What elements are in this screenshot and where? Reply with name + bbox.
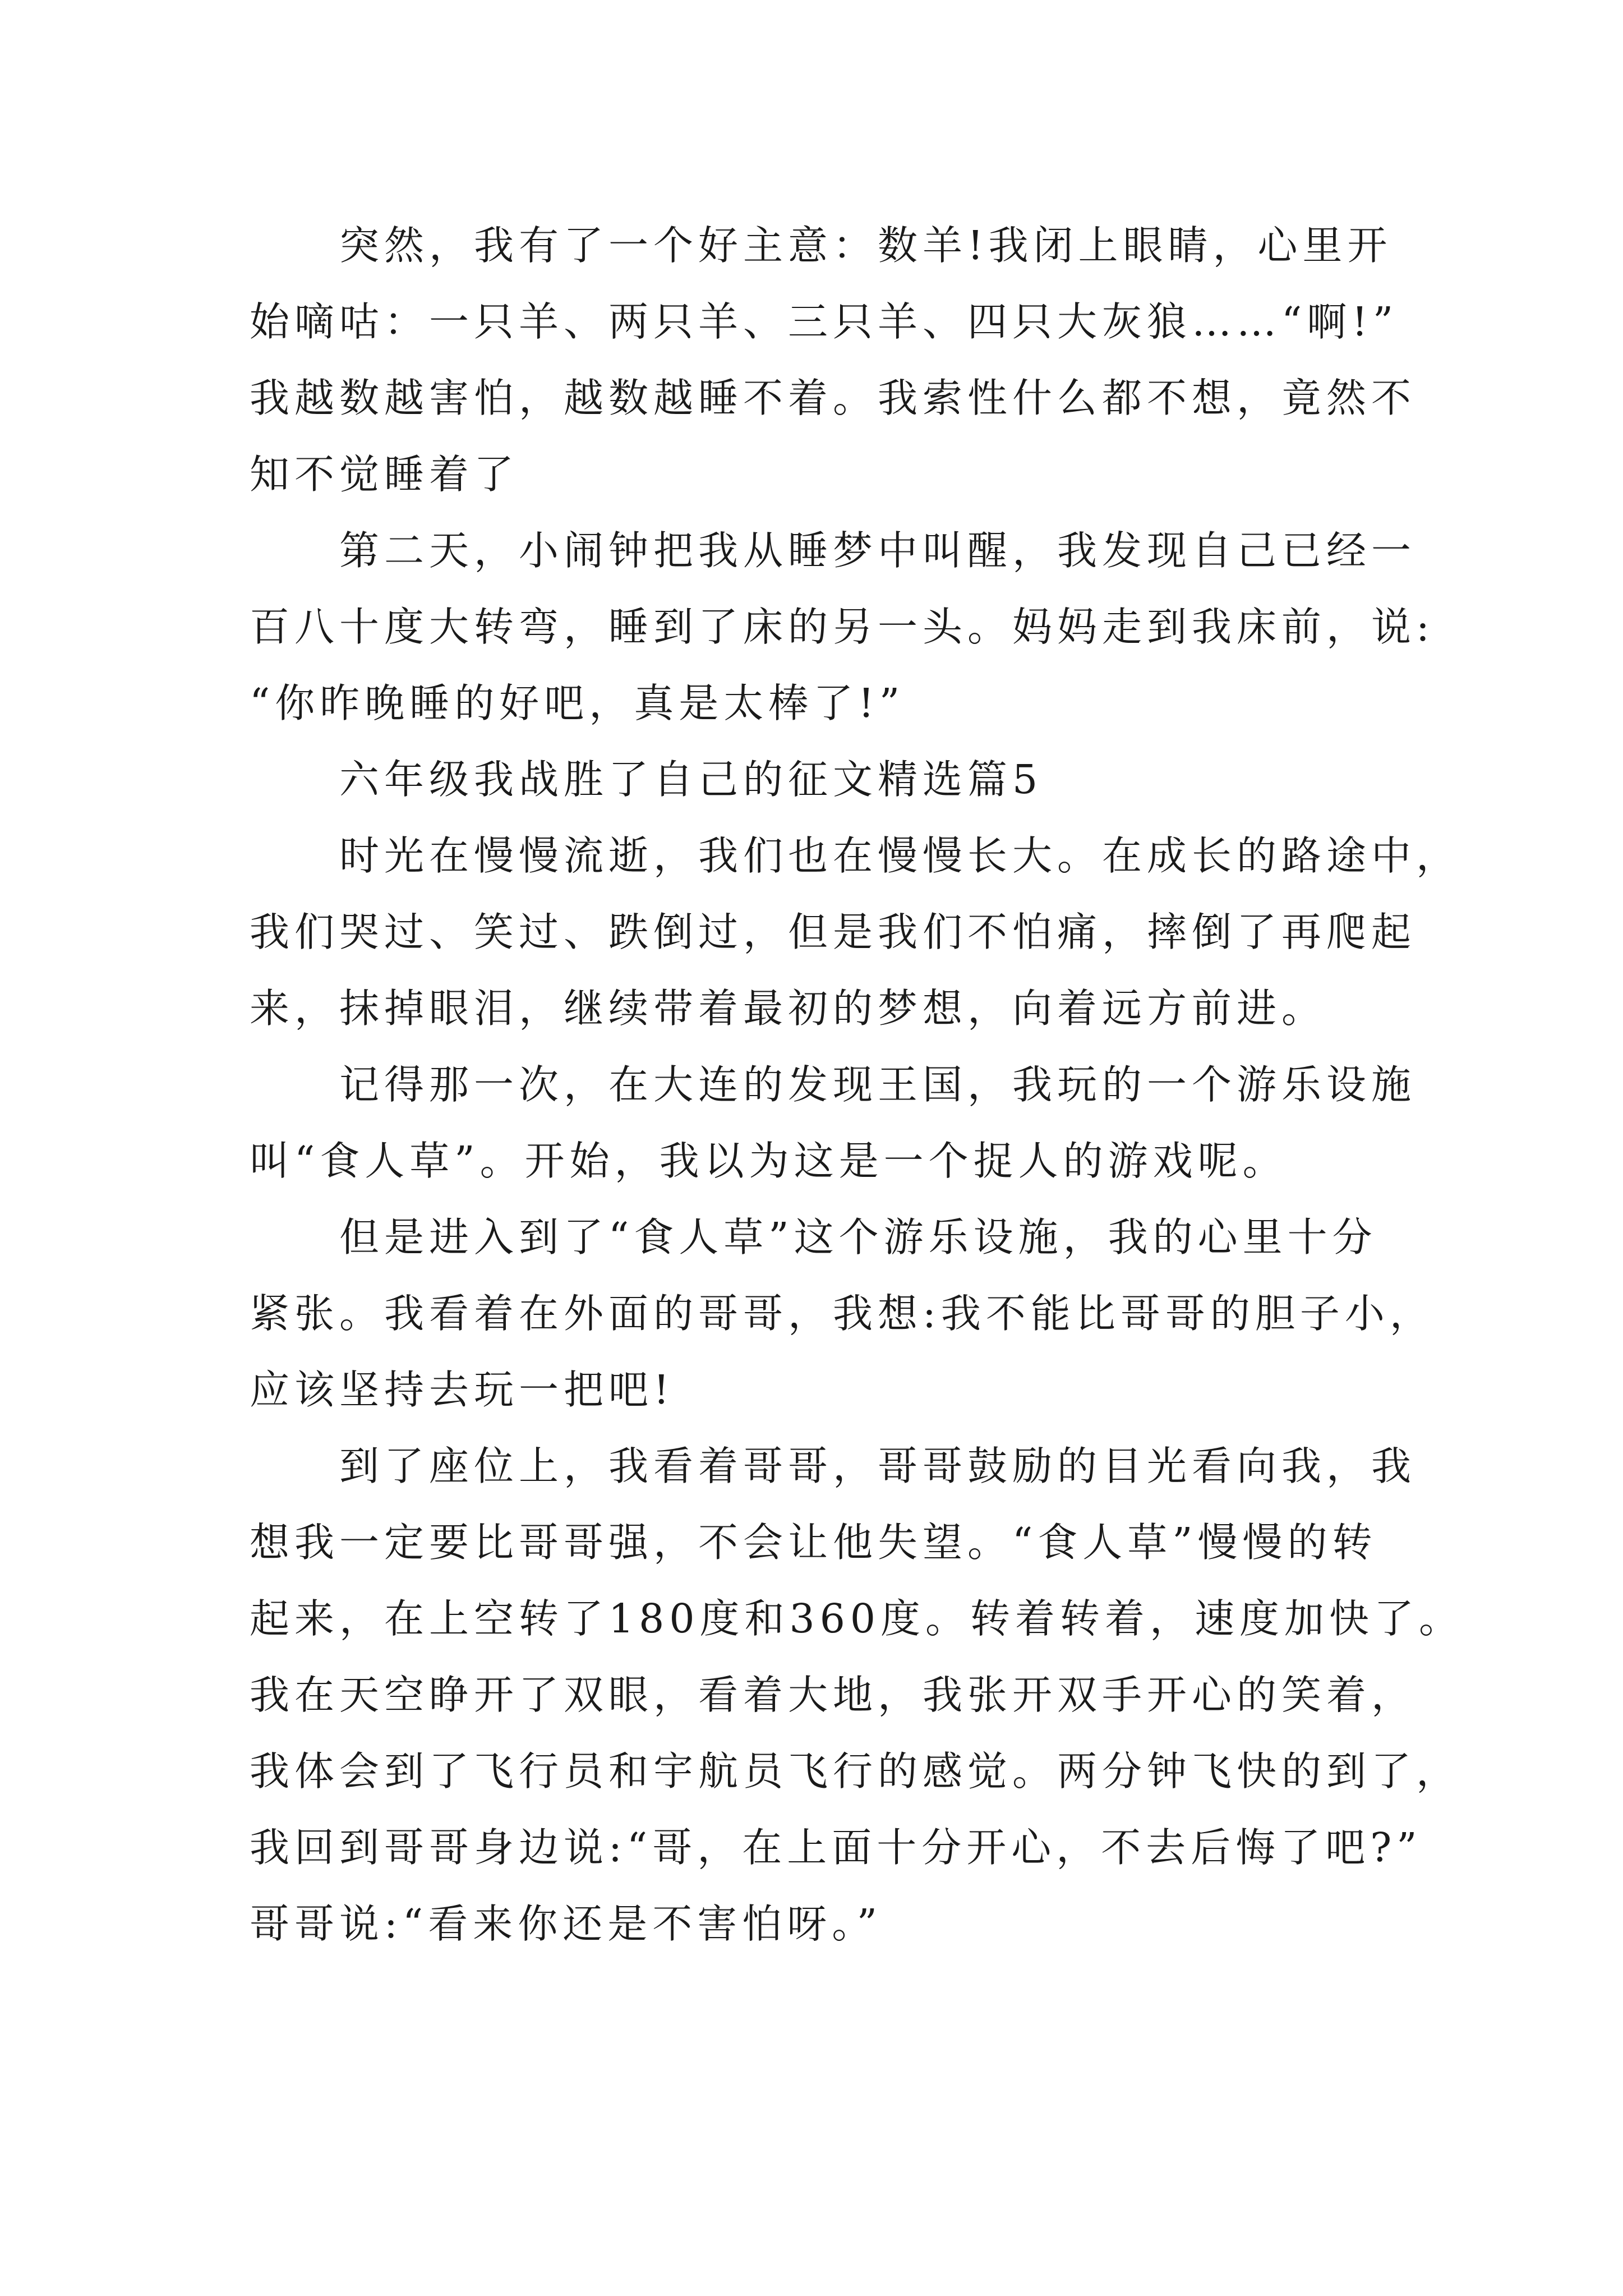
paragraph bbox=[250, 1428, 1464, 1962]
text-line: 想我一定要比哥哥强，不会让他失望。“食人草”慢慢的转 bbox=[250, 1519, 1377, 1566]
text-line: 知不觉睡着了 bbox=[250, 451, 519, 498]
text-line: 百八十度大转弯，睡到了床的另一头。妈妈走到我床前，说: bbox=[250, 604, 1435, 650]
text-line: 到了座位上，我看着哥哥，哥哥鼓励的目光看向我，我 bbox=[339, 1443, 1417, 1489]
paragraph bbox=[250, 208, 1438, 513]
paragraph bbox=[250, 818, 1461, 1047]
text-line: 哥哥说:“看来你还是不害怕呀。” bbox=[250, 1901, 883, 1947]
text-line: 来，抹掉眼泪，继续带着最初的梦想，向着远方前进。 bbox=[250, 985, 1327, 1032]
paragraph bbox=[250, 1199, 1438, 1428]
text-line: 始嘀咕：一只羊、两只羊、三只羊、四只大灰狼……“啊!” bbox=[250, 298, 1399, 345]
text-line: 起来，在上空转了180度和360度。转着转着，速度加快了。 bbox=[250, 1595, 1464, 1642]
document-body bbox=[250, 208, 1464, 1962]
text-line: 应该坚持去玩一把吧! bbox=[250, 1366, 675, 1413]
text-line: 我回到哥哥身边说:“哥，在上面十分开心，不去后悔了吧?” bbox=[250, 1824, 1422, 1871]
text-line: 叫“食人草”。开始，我以为这是一个捉人的游戏呢。 bbox=[250, 1138, 1288, 1184]
heading-text: 六年级我战胜了自己的征文精选篇5 bbox=[339, 756, 1043, 803]
text-line: 我体会到了飞行员和宇航员飞行的感觉。两分钟飞快的到了， bbox=[250, 1748, 1461, 1795]
text-line: 时光在慢慢流逝，我们也在慢慢长大。在成长的路途中， bbox=[339, 832, 1461, 879]
text-line: 但是进入到了“食人草”这个游乐设施，我的心里十分 bbox=[339, 1214, 1377, 1260]
text-line: 紧张。我看着在外面的哥哥，我想:我不能比哥哥的胆子小， bbox=[250, 1290, 1435, 1337]
paragraph bbox=[250, 513, 1438, 742]
text-line: 第二天，小闹钟把我从睡梦中叫醒，我发现自己已经一 bbox=[339, 527, 1417, 574]
text-line: “你昨晚睡的好吧，真是太棒了!” bbox=[250, 680, 905, 726]
text-line: 突然，我有了一个好主意：数羊!我闭上眼睛，心里开 bbox=[339, 222, 1393, 269]
text-line: 我在天空睁开了双眼，看着大地，我张开双手开心的笑着， bbox=[250, 1672, 1417, 1718]
text-line: 我们哭过、笑过、跌倒过，但是我们不怕痛，摔倒了再爬起 bbox=[250, 909, 1417, 955]
paragraph bbox=[250, 1047, 1438, 1199]
section-heading bbox=[250, 742, 1438, 818]
text-line: 我越数越害怕，越数越睡不着。我索性什么都不想，竟然不 bbox=[250, 375, 1417, 421]
text-line: 记得那一次，在大连的发现王国，我玩的一个游乐设施 bbox=[339, 1061, 1417, 1108]
